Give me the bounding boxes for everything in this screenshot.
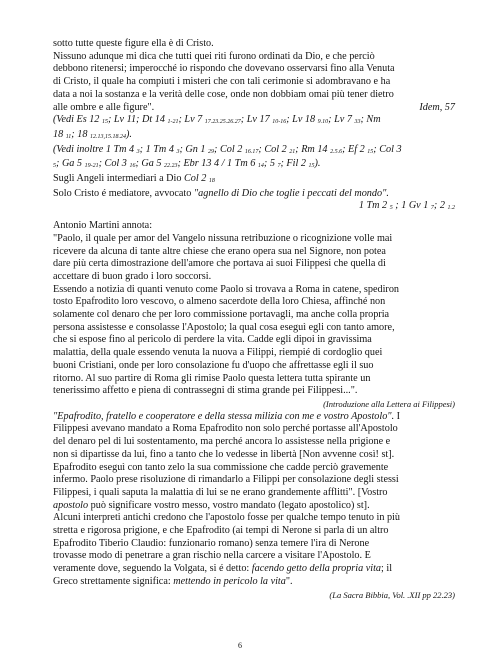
- text-line: accettare di buon grado i loro soccorsi.: [53, 270, 212, 282]
- text-line: Nissuno adunque mi dica che tutti quei riti furono ordinati da Dio, e che perciò: [53, 50, 375, 62]
- verse-num: 14: [257, 163, 264, 170]
- ref-text: ; Lv 17: [240, 114, 273, 126]
- ref-text: ; Col 3: [373, 143, 402, 155]
- text-line: di Cristo, il quale ha compiuti i misteri che con tali cerimonie si adombravano e ha: [53, 76, 391, 88]
- text-line: non si dipartisse da lui, fino a tanto che lo vedesse in libertà [Non avvenne così! st].: [53, 448, 395, 460]
- emphasis-text: mettendo in pericolo la vita: [173, 575, 286, 587]
- ref-text: ; Lv 11; Dt 14: [107, 114, 168, 126]
- verse-num: 3: [136, 148, 140, 155]
- text-line: Alcuni interpreti antichi credono che l'apostolo fosse per qualche tempo tenuto in più: [53, 512, 400, 524]
- verse-num: 22.23: [164, 163, 178, 170]
- verse-num: 12.13,15.18.24: [89, 133, 126, 140]
- verse-num: 15: [367, 148, 374, 155]
- verse-num: 33: [354, 119, 361, 126]
- text-line: debbono ritenersi; imperocché io rispondo che dovevano osservarsi fino alla Venuta: [53, 63, 395, 75]
- text-line: del denaro pel di lui sostentamento, ma perché ancora lo assistesse nella prigione e: [53, 436, 391, 448]
- text-line: che si espose fino al pericolo di perdere la vita. Cadde egli dipoi in gravissima: [53, 334, 372, 346]
- text-line: Antonio Martini annota:: [53, 220, 153, 232]
- verse-num: 5: [53, 163, 56, 170]
- ref-text: (Vedi inoltre: [53, 143, 106, 155]
- text-line: [53, 563, 455, 576]
- verse-num: 15: [308, 163, 315, 170]
- text-line: Filippesi, i quali saputa la malattia di lui se ne erano grandemente afflitti". [Vostro: [53, 486, 388, 498]
- citation: (Introduzione alla Lettera ai Filippesi): [323, 398, 455, 409]
- text-line: malattia, della quale essendo venuta la nuova a Filippi, riempié di cordoglio quei: [53, 347, 383, 359]
- plain-text: ; il: [381, 563, 393, 575]
- quote-end: alle ombre e alle figure".: [53, 101, 155, 113]
- text-line: dare più certa dimostrazione dell'amore che portava ai suoi Filippesi che quella di: [53, 258, 386, 270]
- plain-text: veramente dove, seguendo la Volgata, si é detto:: [53, 563, 252, 575]
- quote-text: "agnello di Dio che toglie i peccati del mondo".: [193, 187, 389, 199]
- reference-line: [53, 158, 455, 173]
- ref-text: ; Fil 2: [280, 158, 309, 170]
- verse-num: 21: [289, 148, 296, 155]
- plain-text: Greco strettamente significa:: [53, 575, 174, 587]
- verse-num: 18: [208, 178, 215, 185]
- page-number: 6: [238, 641, 242, 650]
- ref-text: ; Col 3: [98, 158, 130, 170]
- verse-num: 3: [176, 148, 180, 155]
- verse-num: 19-21: [84, 163, 99, 170]
- ref-text: ; Col 2: [214, 143, 245, 155]
- verse-num: 1.2: [447, 205, 455, 212]
- reference-line: [53, 114, 455, 129]
- verse-num: 11: [65, 133, 72, 140]
- verse-num: 1-21: [167, 119, 179, 126]
- text-line: infermo. Paolo prese risoluzione di rimandarlo a Filippi per consolazione degli stessi: [53, 474, 399, 486]
- citation: Idem, 57: [419, 101, 455, 113]
- text-line: [53, 173, 455, 188]
- emphasis-text: facendo getto della propria vita: [251, 563, 382, 575]
- verse-num: 9.10: [317, 119, 329, 126]
- text-line: Epafrodito Tiberio Claudio: funzionario romano) senza temere l'ira di Nerone: [53, 537, 370, 549]
- reference-line: [53, 144, 455, 159]
- verse-num: 2.5.6: [330, 148, 343, 155]
- text-line: trovasse modo di penetrare a gran rischio nella carcere a visitare l'Apostolo. E: [53, 550, 371, 562]
- verse-num: 7: [430, 205, 434, 212]
- reference-line: [53, 200, 455, 215]
- text-line: persona assistesse e consolasse l'Apostolo; la qual cosa eseguì egli con tanto amore,: [53, 321, 395, 333]
- text-line: tosto Epafrodito loro vescovo, o almeno sacerdote della loro Chiesa, affinché non: [53, 296, 386, 308]
- quote-text: "Epafrodito, fratello e cooperatore e della stessa milizia con me e vostro Apostolo".: [53, 410, 395, 422]
- ref-text: ; Ef 2: [342, 143, 368, 155]
- ref-text: ; 18: [71, 128, 90, 140]
- verse-num: 16.17: [244, 148, 259, 155]
- text-line: buoni Cristiani, onde per loro consolazione fu d'uopo che affrettasse egli il suo: [53, 359, 374, 371]
- verse-num: 10-16: [272, 119, 287, 126]
- verse-num: 5: [389, 205, 393, 212]
- text-line: [53, 411, 455, 424]
- plain-text: ".: [285, 575, 293, 587]
- text-line: Epafrodito eseguì con tanto zelo la sua commissione che cadde perciò gravemente: [53, 461, 389, 473]
- text-line: [53, 188, 455, 201]
- ref-text: ; Ga 5: [56, 158, 85, 170]
- ref-text: ; Ga 5: [135, 158, 165, 170]
- text-line: sotto tutte queste figure ella è di Cristo.: [53, 38, 214, 49]
- text-line: Filippesi avevano mandato a Roma Epafrodito non solo perché portasse all'Apostolo: [53, 423, 398, 435]
- ref-text: ; Rm 14: [295, 143, 331, 155]
- reference-line: [53, 129, 455, 144]
- verse-num: 17.23.25.26.27: [204, 119, 241, 126]
- ref-text: ; Ebr 13 4 / 1 Tm 6: [177, 158, 258, 170]
- ref-text: ).: [314, 158, 321, 170]
- ref-text: ; Col 2: [258, 143, 290, 155]
- text-line: ricevere da alcuna di tante altre chiese che erano opera sua nel Signore, non potea: [53, 245, 386, 257]
- plain-text: Sugli Angeli intermediari a Dio: [53, 173, 184, 185]
- text-line: Essendo a notizia di quanti venuto come Paolo si trovava a Roma in catene, spediron: [53, 283, 400, 295]
- ref-text: 1 Tm 4: [105, 143, 137, 155]
- text-line: ritorno. Al suo partire di Roma gli rimise Paolo questa lettera tutta spirante un: [53, 372, 371, 384]
- text-line: data a noi la sostanza e la verità delle cose, onde non dobbiam omai più tener dietro: [53, 88, 394, 100]
- ref-text: ; Lv 18: [286, 114, 318, 126]
- text-line: [53, 500, 455, 513]
- ref-text: 18: [53, 128, 66, 140]
- ref-text: (Vedi Es 12: [53, 114, 102, 126]
- text-line: "Paolo, il quale per amor del Vangelo nissuna retribuzione o ricognizione volle mai: [53, 232, 393, 244]
- ref-text: ).: [125, 128, 132, 140]
- ref-text: 1 Tm 2: [358, 200, 390, 212]
- text-line: stretta e rigorosa prigione, e che Epafrodito (ai tempi di Nerone si parla di un altro: [53, 525, 389, 537]
- text-line: tenerissimo affetto e piena di contrassegni di stima grande pei Filippesi...".: [53, 385, 358, 397]
- citation: (La Sacra Bibbia, Vol. .XII pp 22.23): [329, 589, 455, 600]
- verse-num: 29: [208, 148, 215, 155]
- ref-text: ; Lv 7: [178, 114, 205, 126]
- verse-num: 7: [277, 163, 281, 170]
- emphasis-text: apostolo: [53, 499, 89, 511]
- plain-text: Solo Cristo é mediatore, avvocato: [53, 187, 194, 199]
- ref-text: Col 2: [184, 173, 209, 185]
- ref-text: ; Gn 1: [179, 143, 209, 155]
- verse-num: 15: [101, 119, 108, 126]
- verse-num: 16: [129, 163, 136, 170]
- ref-text: ; Lv 7: [328, 114, 355, 126]
- ref-text: ; 1 Tm 4: [139, 143, 177, 155]
- text-line: [53, 576, 455, 589]
- ref-text: ; 1 Gv 1: [392, 200, 431, 212]
- ref-text: ; 5: [263, 158, 278, 170]
- text-line: [53, 102, 455, 115]
- ref-text: ; 2: [433, 200, 448, 212]
- ref-text: ; Nm: [360, 114, 381, 126]
- plain-text: può significare vostro messo, vostro mandato (legato apostolico) st].: [88, 499, 370, 511]
- text-line: solamente col denaro che per loro commissione portavagli, ma anche colla propria: [53, 309, 390, 321]
- body-text: [53, 38, 455, 601]
- plain-text: I: [394, 410, 401, 422]
